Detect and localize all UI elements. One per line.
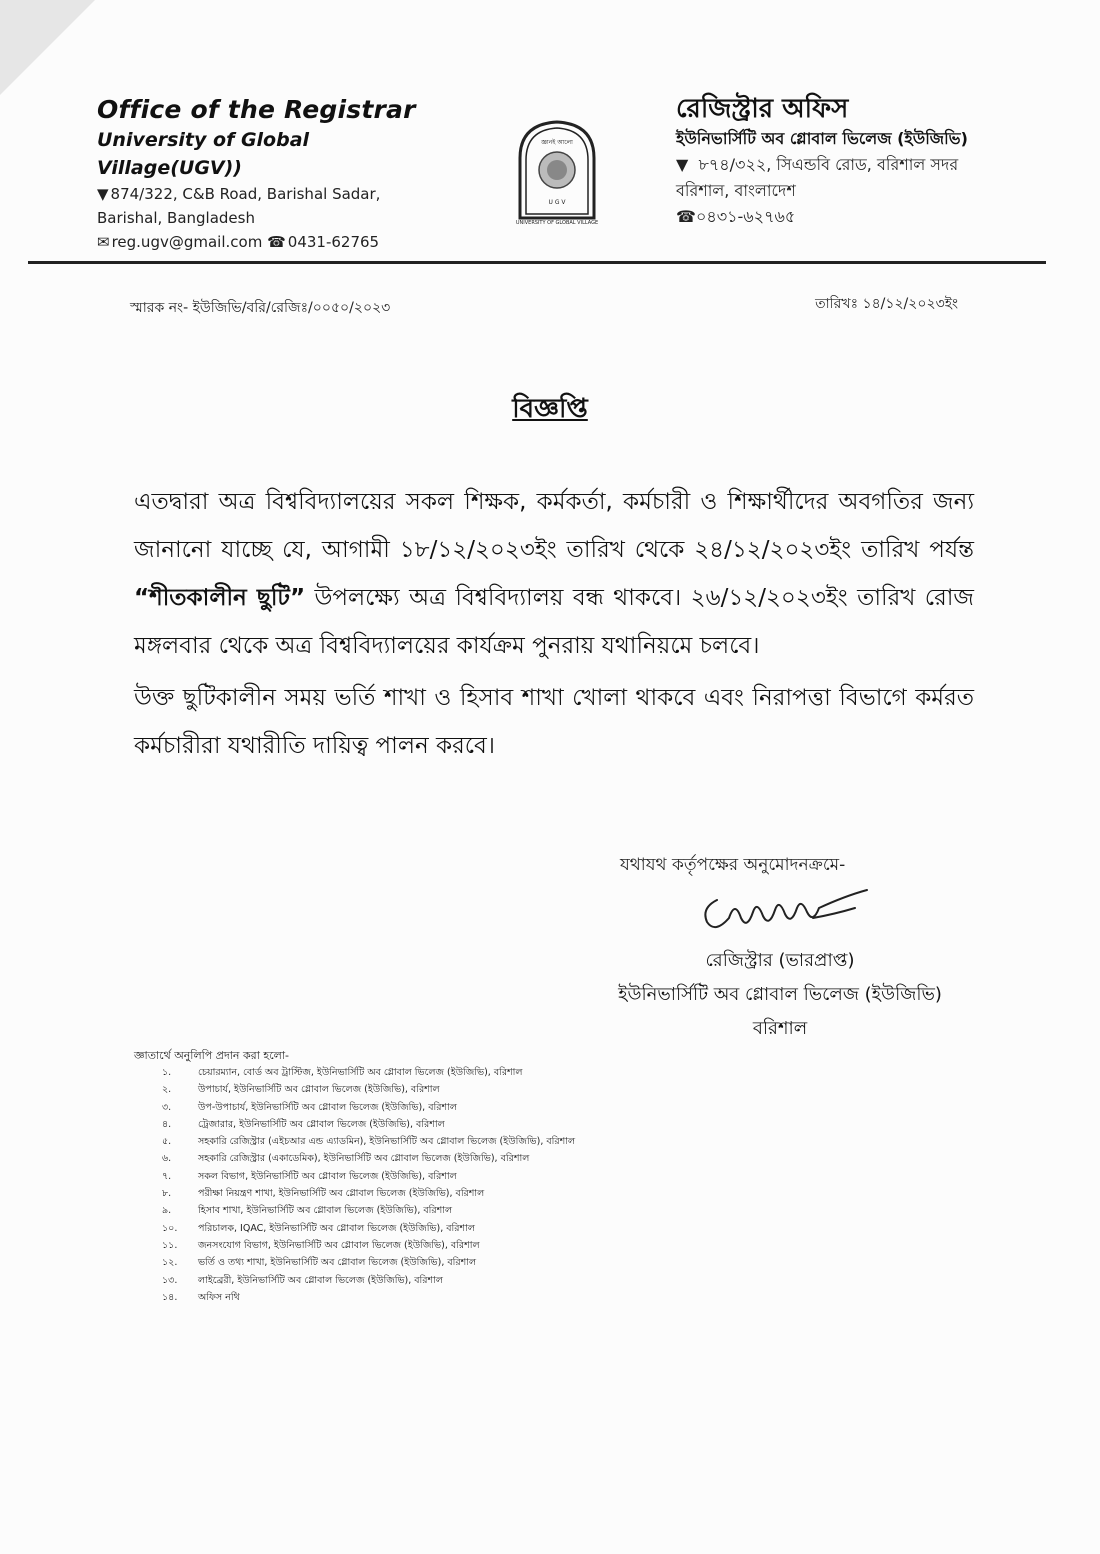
address-line-1-en	[97, 182, 457, 206]
header-english	[97, 94, 457, 254]
office-title-bn: রেজিস্ট্রার অফিস	[676, 94, 849, 124]
memo-reference: স্মারক নং- ইউজিভি/বরি/রেজিঃ/০০৫০/২০২৩	[130, 300, 391, 316]
logo-university-text: UNIVERSITY OF GLOBAL VILLAGE	[515, 220, 599, 226]
copy-list-number: ৪.	[162, 1118, 172, 1130]
copy-list-number: ১.	[162, 1067, 172, 1078]
header-bengali	[676, 92, 1066, 230]
copy-list-number: ৯.	[162, 1205, 172, 1217]
notice-paragraph-1-part-2: উপলক্ষ্যে অত্র বিশ্ববিদ্যালয় বন্ধ থাকবে। ২৬/১২/২০২৩ইং তারিখ রোজ মঙ্গলবার থেকে অত্র বিশ্ববিদ্যালয়ের কার্যক্রম পুনরায় যথানিয়মে চলবে।	[134, 585, 974, 659]
registrar-signature	[695, 878, 885, 938]
contact-line-en	[97, 230, 457, 254]
copy-list-text: অফিস নথি	[198, 1291, 240, 1303]
copy-list-number: ১০.	[162, 1222, 178, 1234]
copy-list-item	[162, 1220, 575, 1237]
logo-letters: U G V	[548, 199, 566, 206]
copy-list-text: হিসাব শাখা, ইউনিভার্সিটি অব গ্লোবাল ভিলেজ (ইউজিভি), বরিশাল	[198, 1205, 453, 1217]
copy-list-number: ২.	[162, 1084, 172, 1096]
copy-list-item	[162, 1116, 575, 1133]
copy-list-number: ৮.	[162, 1188, 172, 1200]
copy-list-text: জনসংযোগ বিভাগ, ইউনিভার্সিটি অব গ্লোবাল ভিলেজ (ইউজিভি), বরিশাল	[198, 1239, 480, 1251]
copy-list-number: ১৩.	[162, 1274, 178, 1286]
notice-paragraph-1-part-1: এতদ্বারা অত্র বিশ্ববিদ্যালয়ের সকল শিক্ষক, কর্মকর্তা, কর্মচারী ও শিক্ষার্থীদের অবগতির জন্য জানানো যাচ্ছে যে, আগামী ১৮/১২/২০২৩ইং তারিখ থেকে ২৪/১২/২০২৩ইং তারিখ পর্যন্ত	[134, 489, 974, 563]
address-text-1-en: 874/322, C&B Road, Barishal Sadar,	[110, 185, 381, 203]
copy-list-item	[162, 1289, 575, 1306]
email-text: reg.ugv@gmail.com	[111, 233, 263, 251]
copy-list-text: পরিচালক, IQAC, ইউনিভার্সিটি অব গ্লোবাল ভিলেজ (ইউজিভি), বরিশাল	[198, 1222, 475, 1234]
copy-list-number: ৭.	[162, 1170, 172, 1182]
copy-list-text: ভর্তি ও তথ্য শাখা, ইউনিভার্সিটি অব গ্লোবাল ভিলেজ (ইউজিভি), বরিশাল	[198, 1257, 477, 1269]
notice-body	[134, 478, 974, 770]
copy-list-number: ১৪.	[162, 1291, 178, 1303]
location-pin-icon: ▼	[97, 185, 109, 203]
phone-text-bn: ০৪৩১-৬২৭৬৫	[695, 207, 796, 226]
location-pin-icon: ▼	[676, 155, 689, 174]
signatory-university: ইউনিভার্সিটি অব গ্লোবাল ভিলেজ (ইউজিভি)	[618, 984, 942, 1005]
notice-paragraph-1	[134, 478, 974, 670]
university-logo	[512, 118, 602, 228]
address-line-2-bn: বরিশাল, বাংলাদেশ	[676, 181, 796, 200]
copy-list-item	[162, 1185, 575, 1202]
copy-list-number: ৩.	[162, 1101, 172, 1113]
copy-list-text: উপ-উপাচার্য, ইউনিভার্সিটি অব গ্লোবাল ভিলেজ (ইউজিভি), বরিশাল	[198, 1101, 457, 1113]
copy-list-item	[162, 1150, 575, 1167]
logo-motto: জ্ঞানই আলো	[541, 139, 573, 146]
memo-date: তারিখঃ ১৪/১২/২০২৩ইং	[815, 296, 958, 312]
signatory-block	[580, 944, 980, 1046]
copy-list-number: ৬.	[162, 1153, 172, 1165]
copy-distribution-intro: জ্ঞাতার্থে অনুলিপি প্রদান করা হলো-	[134, 1049, 289, 1062]
copy-list-text: ট্রেজারার, ইউনিভার্সিটি অব গ্লোবাল ভিলেজ (ইউজিভি), বরিশাল	[198, 1118, 445, 1130]
copy-list-text: সকল বিভাগ, ইউনিভার্সিটি অব গ্লোবাল ভিলেজ (ইউজিভি), বরিশাল	[198, 1170, 457, 1182]
copy-list-item	[162, 1254, 575, 1271]
university-name-en: University of Global Village(UGV))	[97, 129, 310, 179]
signatory-city: বরিশাল	[752, 1018, 808, 1039]
notice-heading-text: বিজ্ঞপ্তি	[512, 394, 588, 424]
copy-list-item	[162, 1064, 575, 1081]
copy-list-text: পরীক্ষা নিয়ন্ত্রণ শাখা, ইউনিভার্সিটি অব গ্লোবাল ভিলেজ (ইউজিভি), বরিশাল	[198, 1188, 485, 1200]
notice-paragraph-2: উক্ত ছুটিকালীন সময় ভর্তি শাখা ও হিসাব শাখা খোলা থাকবে এবং নিরাপত্তা বিভাগে কর্মরত কর্মচারীরা যথারীতি দায়িত্ব পালন করবে।	[134, 685, 974, 759]
copy-list-number: ১১.	[162, 1239, 178, 1251]
copy-list-item	[162, 1202, 575, 1219]
email-icon: ✉	[97, 233, 110, 251]
copy-list-item	[162, 1081, 575, 1098]
copy-list-item	[162, 1272, 575, 1289]
approval-line: যথাযথ কর্তৃপক্ষের অনুমোদনক্রমে-	[620, 855, 846, 875]
copy-list-number: ৫.	[162, 1136, 172, 1148]
page-corner-fold	[0, 0, 95, 95]
winter-vacation-label: “শীতকালীন ছুটি”	[134, 585, 306, 611]
header-divider	[28, 261, 1046, 264]
signatory-designation: রেজিস্ট্রার (ভারপ্রাপ্ত)	[705, 950, 855, 971]
address-line-2-en: Barishal, Bangladesh	[97, 209, 255, 227]
phone-icon: ☎	[267, 233, 286, 251]
university-name-bn: ইউনিভার্সিটি অব গ্লোবাল ভিলেজ (ইউজিভি)	[676, 129, 968, 148]
phone-text-en: 0431-62765	[287, 233, 380, 251]
copy-list-item	[162, 1133, 575, 1150]
copy-distribution-list	[162, 1064, 575, 1306]
copy-list-text: সহকারি রেজিস্ট্রার (একাডেমিক), ইউনিভার্সিটি অব গ্লোবাল ভিলেজ (ইউজিভি), বরিশাল	[198, 1153, 530, 1165]
copy-list-text: লাইব্রেরী, ইউনিভার্সিটি অব গ্লোবাল ভিলেজ (ইউজিভি), বরিশাল	[198, 1274, 443, 1286]
copy-list-item	[162, 1237, 575, 1254]
copy-list-item	[162, 1099, 575, 1116]
office-title-en: Office of the Registrar	[97, 95, 416, 124]
copy-list-text: সহকারি রেজিস্ট্রার (এইচআর এন্ড এ্যাডমিন), ইউনিভার্সিটি অব গ্লোবাল ভিলেজ (ইউজিভি), বরিশাল	[198, 1136, 576, 1148]
phone-icon: ☎	[676, 207, 696, 226]
notice-heading	[0, 388, 1100, 432]
copy-list-number: ১২.	[162, 1257, 178, 1269]
address-text-1-bn: ৮৭৪/৩২২, সিএন্ডবি রোড, বরিশাল সদর	[698, 155, 959, 174]
copy-list-item	[162, 1168, 575, 1185]
copy-list-text: উপাচার্য, ইউনিভার্সিটি অব গ্লোবাল ভিলেজ (ইউজিভি), বরিশাল	[198, 1084, 440, 1096]
contact-line-bn	[676, 204, 1066, 230]
address-line-1-bn	[676, 152, 1066, 178]
copy-list-text: চেয়ারম্যান, বোর্ড অব ট্রাস্টিজ, ইউনিভার্সিটি অব গ্লোবাল ভিলেজ (ইউজিভি), বরিশাল	[198, 1067, 523, 1078]
